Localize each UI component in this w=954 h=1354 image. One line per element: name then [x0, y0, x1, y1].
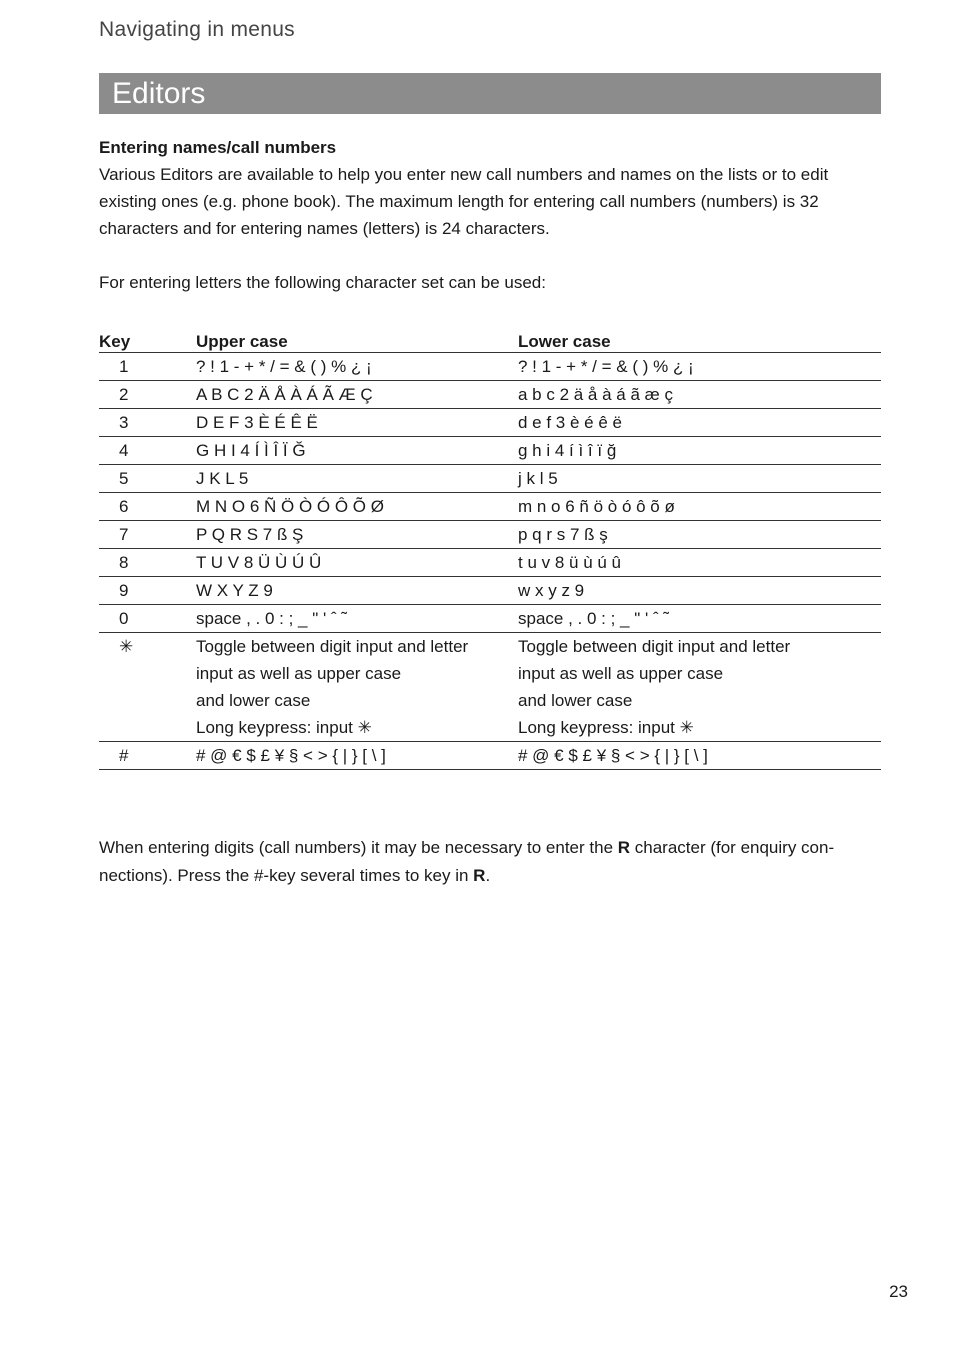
note-bold-r: R: [617, 838, 631, 857]
page-number: 23: [889, 1282, 908, 1301]
table-row: [99, 353, 881, 381]
upper-cell: [196, 633, 518, 742]
lower-cell: ? ! 1 - + * / = & ( ) % ¿ ¡: [518, 353, 881, 381]
table-row: [99, 381, 881, 409]
table-row: [99, 605, 881, 633]
upper-cell: D E F 3 È É Ê Ë: [196, 409, 518, 437]
lower-cell: w x y z 9: [518, 577, 881, 605]
upper-cell: P Q R S 7 ß Ş: [196, 521, 518, 549]
charset-intro: For entering letters the following character set can be used:: [99, 273, 546, 292]
key-cell: 4: [99, 437, 196, 465]
subheading: Entering names/call numbers: [99, 138, 337, 157]
cell-line: Toggle between digit input and letter: [196, 637, 469, 656]
upper-cell: A B C 2 Ä Å À Á Ã Æ Ç: [196, 381, 518, 409]
key-cell: 3: [99, 409, 196, 437]
key-cell: 2: [99, 381, 196, 409]
upper-cell: T U V 8 Ü Ù Ú Û: [196, 549, 518, 577]
key-cell: 0: [99, 605, 196, 633]
key-cell: 9: [99, 577, 196, 605]
table-row: [99, 577, 881, 605]
upper-cell: ? ! 1 - + * / = & ( ) % ¿ ¡: [196, 353, 518, 381]
table-row: [99, 549, 881, 577]
header-lower: Lower case: [518, 326, 881, 353]
table-row: [99, 493, 881, 521]
table-row: [99, 409, 881, 437]
header-key: Key: [99, 326, 196, 353]
header-upper: Upper case: [196, 326, 518, 353]
lower-cell: p q r s 7 ß ş: [518, 521, 881, 549]
intro-section: [99, 134, 881, 296]
note-text: character (for enquiry con-nections). Press the #-key several times to key in: [99, 838, 835, 885]
table-row: [99, 465, 881, 493]
table-row: [99, 521, 881, 549]
cell-line: and lower case: [196, 691, 311, 710]
note-bold-r: R: [473, 866, 486, 885]
table-row-hash: [99, 742, 881, 770]
note-text: When entering digits (call numbers) it may be necessary to enter the: [99, 838, 618, 857]
key-cell: 7: [99, 521, 196, 549]
cell-line: Toggle between digit input and letter: [518, 637, 791, 656]
chapter-header: Navigating in menus: [99, 18, 295, 41]
key-cell: 1: [99, 353, 196, 381]
upper-cell: space , . 0 : ; _ " ' ˆ ˜: [196, 605, 518, 633]
lower-cell: a b c 2 ä å à á ã æ ç: [518, 381, 881, 409]
lower-cell: m n o 6 ñ ö ò ó ô õ ø: [518, 493, 881, 521]
cell-line: Long keypress: input ✳: [518, 718, 694, 737]
lower-cell: # @ € $ £ ¥ § < > { | } [ \ ]: [518, 742, 881, 770]
cell-line: and lower case: [518, 691, 633, 710]
key-cell: 5: [99, 465, 196, 493]
intro-paragraph: Various Editors are available to help you enter new call numbers and names on the lists or to edit existing ones (e.g. phone book). The maximum length for entering call numbers (numbers) is 32 characters and for entering names (letters) is 24 characters.: [99, 165, 829, 238]
upper-cell: M N O 6 Ñ Ö Ò Ó Ô Õ Ø: [196, 493, 518, 521]
upper-cell: W X Y Z 9: [196, 577, 518, 605]
table-header-row: [99, 326, 881, 353]
lower-cell: t u v 8 ü ù ú û: [518, 549, 881, 577]
key-cell: 8: [99, 549, 196, 577]
lower-cell: space , . 0 : ; _ " ' ˆ ˜: [518, 605, 881, 633]
table-row: [99, 437, 881, 465]
upper-cell: J K L 5: [196, 465, 518, 493]
lower-cell: d e f 3 è é ê ë: [518, 409, 881, 437]
upper-cell: G H I 4 Í Ì Î Ï Ğ: [196, 437, 518, 465]
section-title: Editors: [99, 73, 881, 114]
upper-cell: # @ € $ £ ¥ § < > { | } [ \ ]: [196, 742, 518, 770]
character-set-table: [99, 326, 881, 770]
key-cell: 6: [99, 493, 196, 521]
star-key-cell: ✳: [99, 633, 196, 742]
r-character-note: [99, 834, 881, 890]
table-row-star: [99, 633, 881, 742]
cell-line: input as well as upper case: [196, 664, 402, 683]
lower-cell: [518, 633, 881, 742]
cell-line: input as well as upper case: [518, 664, 724, 683]
lower-cell: g h i 4 í ì î ï ğ: [518, 437, 881, 465]
cell-line: Long keypress: input ✳: [196, 718, 372, 737]
hash-key-cell: #: [99, 742, 196, 770]
lower-cell: j k l 5: [518, 465, 881, 493]
note-text: .: [485, 866, 491, 885]
